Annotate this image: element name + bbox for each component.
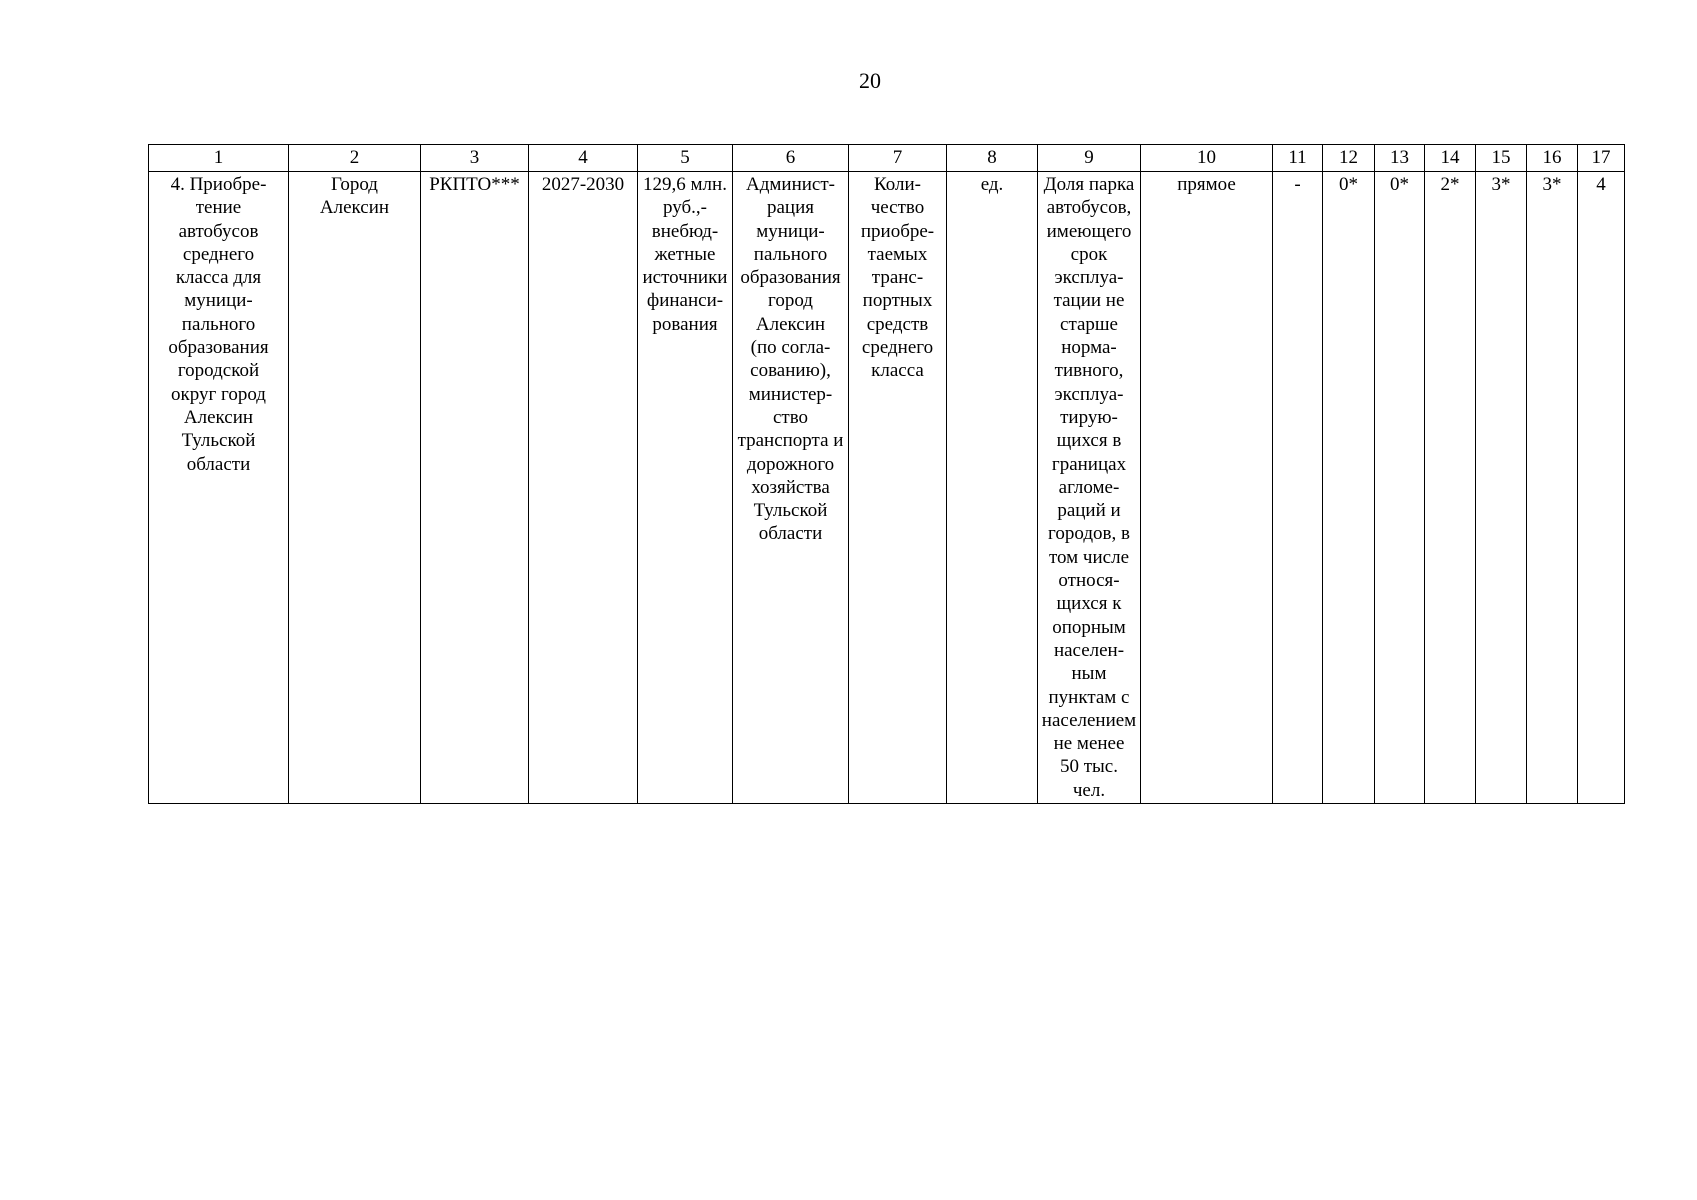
header-row xyxy=(149,145,1625,172)
cell-value-17 xyxy=(1578,172,1625,804)
column-header-8: 8 xyxy=(947,145,1038,172)
cell-text-line: срок xyxy=(1070,243,1108,265)
cell-value-12 xyxy=(1323,172,1375,804)
cell-text-line: старше xyxy=(1060,313,1118,335)
cell-text-line: рация xyxy=(766,197,814,219)
column-header-16: 16 xyxy=(1527,145,1578,172)
cell-text-line: округ город xyxy=(171,383,266,405)
column-header-17: 17 xyxy=(1578,145,1625,172)
cell-value-11 xyxy=(1273,172,1323,804)
column-header-10: 10 xyxy=(1141,145,1273,172)
column-header-1: 1 xyxy=(149,145,289,172)
cell-text-line: тирую- xyxy=(1060,406,1118,428)
cell-text-line: относя- xyxy=(1058,570,1120,592)
cell-value-15 xyxy=(1476,172,1527,804)
cell-text-line: Тульской xyxy=(753,500,828,522)
cell-municipality xyxy=(289,172,421,804)
cell-text-line: 0* xyxy=(1390,174,1409,195)
cell-text-line: щихся в xyxy=(1056,430,1122,452)
cell-text-line: щихся к xyxy=(1056,593,1122,615)
cell-text-line: 50 тыс. xyxy=(1059,756,1118,778)
column-header-5: 5 xyxy=(638,145,733,172)
cell-text-line: 2* xyxy=(1440,174,1460,195)
cell-text-line: Доля парка xyxy=(1043,174,1135,195)
cell-text-line: транспорта и xyxy=(737,430,844,452)
cell-text-line: эксплуа- xyxy=(1054,383,1124,405)
cell-text-line: муници- xyxy=(756,220,825,242)
cell-text-line: средств xyxy=(866,313,929,335)
cell-text-line: городов, в xyxy=(1048,523,1130,545)
column-header-13: 13 xyxy=(1375,145,1425,172)
cell-text-line: автобусов xyxy=(178,220,259,242)
cell-text-line: жетные xyxy=(654,243,716,265)
cell-text-line: РКПТО*** xyxy=(429,174,520,195)
column-header-6: 6 xyxy=(733,145,849,172)
cell-responsible xyxy=(733,172,849,804)
cell-indicator xyxy=(849,172,947,804)
cell-text-line: пунктам с xyxy=(1048,686,1130,708)
cell-text-line: среднего xyxy=(861,337,934,359)
cell-text-line: опорным xyxy=(1052,616,1126,638)
column-header-15: 15 xyxy=(1476,145,1527,172)
cell-effect-type xyxy=(1141,172,1273,804)
cell-text-line: области xyxy=(758,523,823,545)
cell-text-line: источники xyxy=(642,267,728,289)
cell-text-line: руб.,- xyxy=(663,197,707,219)
cell-text-line: не менее xyxy=(1053,733,1125,755)
cell-text-line: области xyxy=(186,453,251,475)
cell-text-line: городской xyxy=(177,360,260,382)
cell-text-line: приобре- xyxy=(860,220,935,242)
column-header-12: 12 xyxy=(1323,145,1375,172)
cell-text-line: Коли- xyxy=(874,174,921,195)
cell-text-line: тации не xyxy=(1053,290,1125,312)
cell-text-line: 4. Приобре- xyxy=(170,174,267,195)
cell-program-code xyxy=(421,172,529,804)
cell-text-line: ство xyxy=(772,406,809,428)
data-table xyxy=(148,144,1625,804)
column-header-14: 14 xyxy=(1425,145,1476,172)
column-header-9: 9 xyxy=(1038,145,1141,172)
cell-text-line: город xyxy=(768,290,813,312)
cell-text-line: пального xyxy=(753,243,828,265)
cell-text-line: образования xyxy=(168,337,269,359)
cell-text-line: пального xyxy=(181,313,256,335)
cell-text-line: чество xyxy=(870,197,925,219)
cell-text-line: раций и xyxy=(1057,500,1121,522)
cell-text-line: прямое xyxy=(1177,174,1236,195)
cell-text-line: хозяйства xyxy=(751,476,830,498)
cell-text-line: имеющего xyxy=(1046,220,1132,242)
cell-text-line: сованию), xyxy=(750,360,831,382)
cell-text-line: 3* xyxy=(1542,174,1562,195)
cell-text-line: 2027-2030 xyxy=(541,174,625,195)
cell-value-13 xyxy=(1375,172,1425,804)
cell-text-line: - xyxy=(1294,174,1301,195)
cell-text-line: (по согла- xyxy=(750,337,831,359)
cell-text-line: норма- xyxy=(1061,337,1117,359)
cell-text-line: ным xyxy=(1071,663,1107,685)
cell-text-line: среднего xyxy=(182,243,255,265)
column-header-11: 11 xyxy=(1273,145,1323,172)
cell-text-line: Тульской xyxy=(181,430,256,452)
cell-text-line: транс- xyxy=(871,267,924,289)
cell-text-line: финанси- xyxy=(646,290,724,312)
cell-text-line: Алексин xyxy=(183,406,254,428)
cell-text-line: 0* xyxy=(1339,174,1358,195)
cell-text-line: 129,6 млн. xyxy=(643,174,727,195)
cell-text-line: портных xyxy=(862,290,933,312)
column-header-3: 3 xyxy=(421,145,529,172)
cell-text-line: муници- xyxy=(184,290,253,312)
cell-text-line: чел. xyxy=(1072,779,1106,801)
column-header-7: 7 xyxy=(849,145,947,172)
cell-text-line: дорожного xyxy=(746,453,835,475)
cell-value-16 xyxy=(1527,172,1578,804)
cell-funding xyxy=(638,172,733,804)
cell-text-line: эксплуа- xyxy=(1054,267,1124,289)
cell-text-line: населением xyxy=(1041,709,1137,731)
cell-text-line: образования xyxy=(740,267,841,289)
cell-text-line: тение xyxy=(195,197,242,219)
cell-text-line: Алексин xyxy=(319,197,390,219)
cell-text-line: рования xyxy=(652,313,718,335)
table-row xyxy=(149,172,1625,804)
cell-text-line: агломе- xyxy=(1058,476,1120,498)
cell-text-line: класса xyxy=(871,360,924,382)
cell-text-line: министер- xyxy=(748,383,833,405)
cell-text-line: том числе xyxy=(1048,546,1130,568)
cell-text-line: ед. xyxy=(980,174,1004,195)
cell-text-line: таемых xyxy=(867,243,928,265)
cell-period xyxy=(529,172,638,804)
cell-text-line: класса для xyxy=(175,267,262,289)
column-header-4: 4 xyxy=(529,145,638,172)
cell-text-line: 4 xyxy=(1596,174,1606,195)
cell-unit xyxy=(947,172,1038,804)
cell-text-line: Алексин xyxy=(755,313,826,335)
cell-text-line: автобусов, xyxy=(1046,197,1132,219)
page-number: 20 xyxy=(859,68,881,93)
cell-text-line: Город xyxy=(331,174,378,195)
cell-text-line: границах xyxy=(1051,453,1127,475)
cell-measure-name xyxy=(149,172,289,804)
cell-target-indicator xyxy=(1038,172,1141,804)
cell-text-line: Админист- xyxy=(746,174,835,195)
cell-text-line: населен- xyxy=(1053,639,1125,661)
cell-text-line: внебюд- xyxy=(651,220,719,242)
cell-value-14 xyxy=(1425,172,1476,804)
cell-text-line: тивного, xyxy=(1054,360,1124,382)
column-header-2: 2 xyxy=(289,145,421,172)
cell-text-line: 3* xyxy=(1491,174,1511,195)
